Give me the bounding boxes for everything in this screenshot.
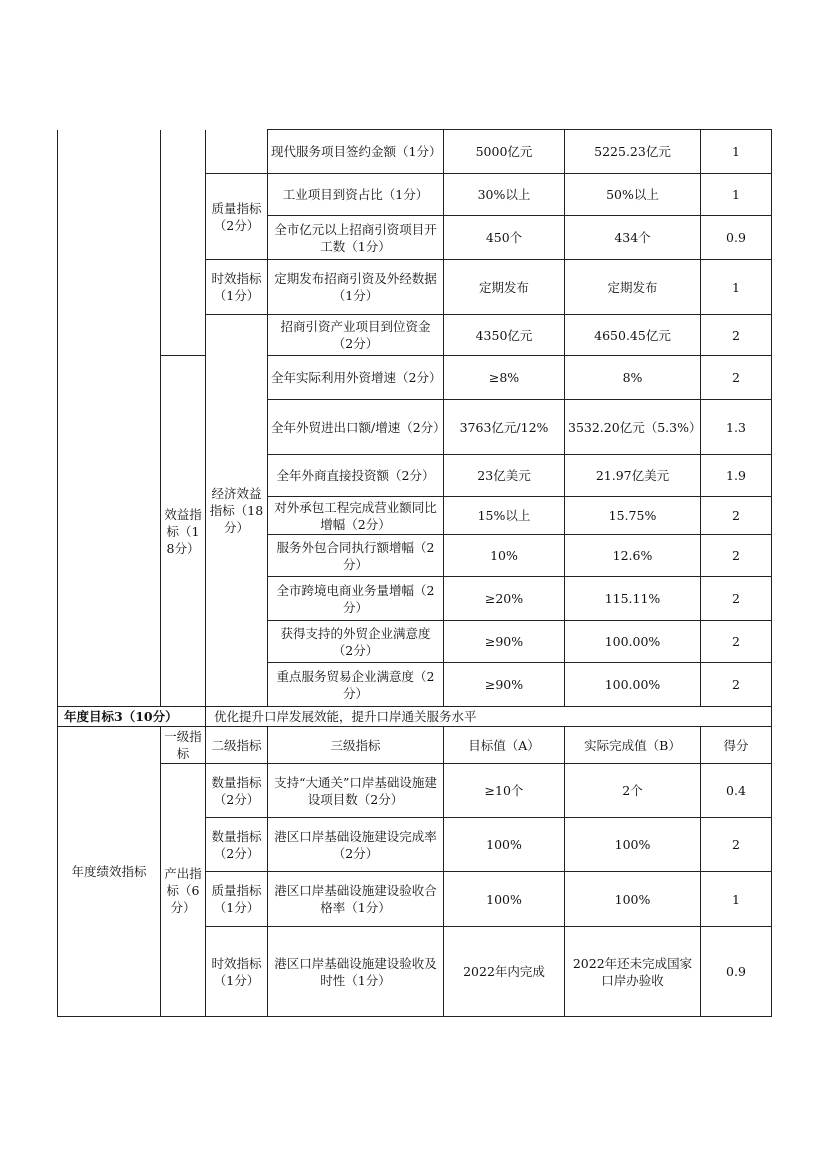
header-l2: 二级指标 [206, 727, 268, 764]
actual-cell: 2个 [565, 764, 701, 818]
target-cell: ≥8% [444, 356, 565, 400]
goal-text: 优化提升口岸发展效能，提升口岸通关服务水平 [206, 707, 772, 727]
score-cell: 2 [701, 497, 772, 535]
score-cell: 0.9 [701, 216, 772, 260]
actual-cell: 定期发布 [565, 260, 701, 315]
score-cell: 1 [701, 260, 772, 315]
performance-table [57, 129, 772, 1017]
score-cell: 0.4 [701, 764, 772, 818]
actual-cell: 5225.23亿元 [565, 130, 701, 174]
target-cell: 100% [444, 818, 565, 872]
l1-cell: 效益指标（18分） [161, 356, 206, 707]
header-row [58, 727, 772, 764]
score-cell: 1 [701, 174, 772, 216]
target-cell: 30%以上 [444, 174, 565, 216]
target-cell: ≥10个 [444, 764, 565, 818]
header-actual: 实际完成值（B） [565, 727, 701, 764]
goal-row [58, 707, 772, 727]
score-cell: 1.3 [701, 400, 772, 455]
l3-cell: 全年外贸进出口额/增速（2分） [268, 400, 444, 455]
actual-cell: 2022年还未完成国家口岸办验收 [565, 927, 701, 1017]
actual-cell: 434个 [565, 216, 701, 260]
l2-cell: 数量指标（2分） [206, 818, 268, 872]
l3-cell: 港区口岸基础设施建设验收及时性（1分） [268, 927, 444, 1017]
actual-cell: 100% [565, 818, 701, 872]
actual-cell: 15.75% [565, 497, 701, 535]
actual-cell: 3532.20亿元（5.3%） [565, 400, 701, 455]
score-cell: 1 [701, 130, 772, 174]
score-cell: 2 [701, 818, 772, 872]
l1-cell [161, 130, 206, 356]
actual-cell: 100% [565, 872, 701, 927]
actual-cell: 21.97亿美元 [565, 455, 701, 497]
table-row [58, 130, 772, 174]
l3-cell: 工业项目到资占比（1分） [268, 174, 444, 216]
table-row [58, 356, 772, 400]
target-cell: 定期发布 [444, 260, 565, 315]
target-cell: 23亿美元 [444, 455, 565, 497]
score-cell: 2 [701, 663, 772, 707]
actual-cell: 8% [565, 356, 701, 400]
target-cell: 5000亿元 [444, 130, 565, 174]
l3-cell: 全市亿元以上招商引资项目开工数（1分） [268, 216, 444, 260]
actual-cell: 4650.45亿元 [565, 315, 701, 356]
header-l3: 三级指标 [268, 727, 444, 764]
target-cell: ≥20% [444, 577, 565, 621]
l2-cell: 时效指标（1分） [206, 260, 268, 315]
target-cell: ≥90% [444, 621, 565, 663]
l3-cell: 定期发布招商引资及外经数据（1分） [268, 260, 444, 315]
target-cell: ≥90% [444, 663, 565, 707]
score-cell: 2 [701, 356, 772, 400]
l1-cell: 产出指标（6分） [161, 764, 206, 1017]
group-cell: 年度绩效指标 [58, 727, 161, 1017]
l2-cell [206, 130, 268, 174]
l3-cell: 服务外包合同执行额增幅（2分） [268, 535, 444, 577]
score-cell: 0.9 [701, 927, 772, 1017]
actual-cell: 100.00% [565, 663, 701, 707]
l3-cell: 全年实际利用外资增速（2分） [268, 356, 444, 400]
l3-cell: 招商引资产业项目到位资金（2分） [268, 315, 444, 356]
actual-cell: 12.6% [565, 535, 701, 577]
target-cell: 10% [444, 535, 565, 577]
score-cell: 2 [701, 315, 772, 356]
goal-label: 年度目标3（10分） [58, 707, 206, 727]
target-cell: 100% [444, 872, 565, 927]
table-row [58, 764, 772, 818]
l3-cell: 重点服务贸易企业满意度（2分） [268, 663, 444, 707]
l3-cell: 对外承包工程完成营业额同比增幅（2分） [268, 497, 444, 535]
group-cell [58, 130, 161, 707]
header-target: 目标值（A） [444, 727, 565, 764]
score-cell: 2 [701, 535, 772, 577]
l2-cell: 经济效益指标（18分） [206, 315, 268, 707]
l3-cell: 港区口岸基础设施建设验收合格率（1分） [268, 872, 444, 927]
actual-cell: 100.00% [565, 621, 701, 663]
l2-cell: 质量指标（2分） [206, 174, 268, 260]
header-score: 得分 [701, 727, 772, 764]
l2-cell: 数量指标（2分） [206, 764, 268, 818]
target-cell: 2022年内完成 [444, 927, 565, 1017]
actual-cell: 50%以上 [565, 174, 701, 216]
score-cell: 1.9 [701, 455, 772, 497]
score-cell: 1 [701, 872, 772, 927]
score-cell: 2 [701, 621, 772, 663]
l2-cell: 质量指标（1分） [206, 872, 268, 927]
target-cell: 3763亿元/12% [444, 400, 565, 455]
target-cell: 450个 [444, 216, 565, 260]
l3-cell: 港区口岸基础设施建设完成率（2分） [268, 818, 444, 872]
l3-cell: 全市跨境电商业务量增幅（2分） [268, 577, 444, 621]
actual-cell: 115.11% [565, 577, 701, 621]
l3-cell: 获得支持的外贸企业满意度（2分） [268, 621, 444, 663]
target-cell: 4350亿元 [444, 315, 565, 356]
l3-cell: 支持“大通关”口岸基础设施建设项目数（2分） [268, 764, 444, 818]
l2-cell: 时效指标（1分） [206, 927, 268, 1017]
score-cell: 2 [701, 577, 772, 621]
l3-cell: 全年外商直接投资额（2分） [268, 455, 444, 497]
target-cell: 15%以上 [444, 497, 565, 535]
header-l1: 一级指标 [161, 727, 206, 764]
l3-cell: 现代服务项目签约金额（1分） [268, 130, 444, 174]
